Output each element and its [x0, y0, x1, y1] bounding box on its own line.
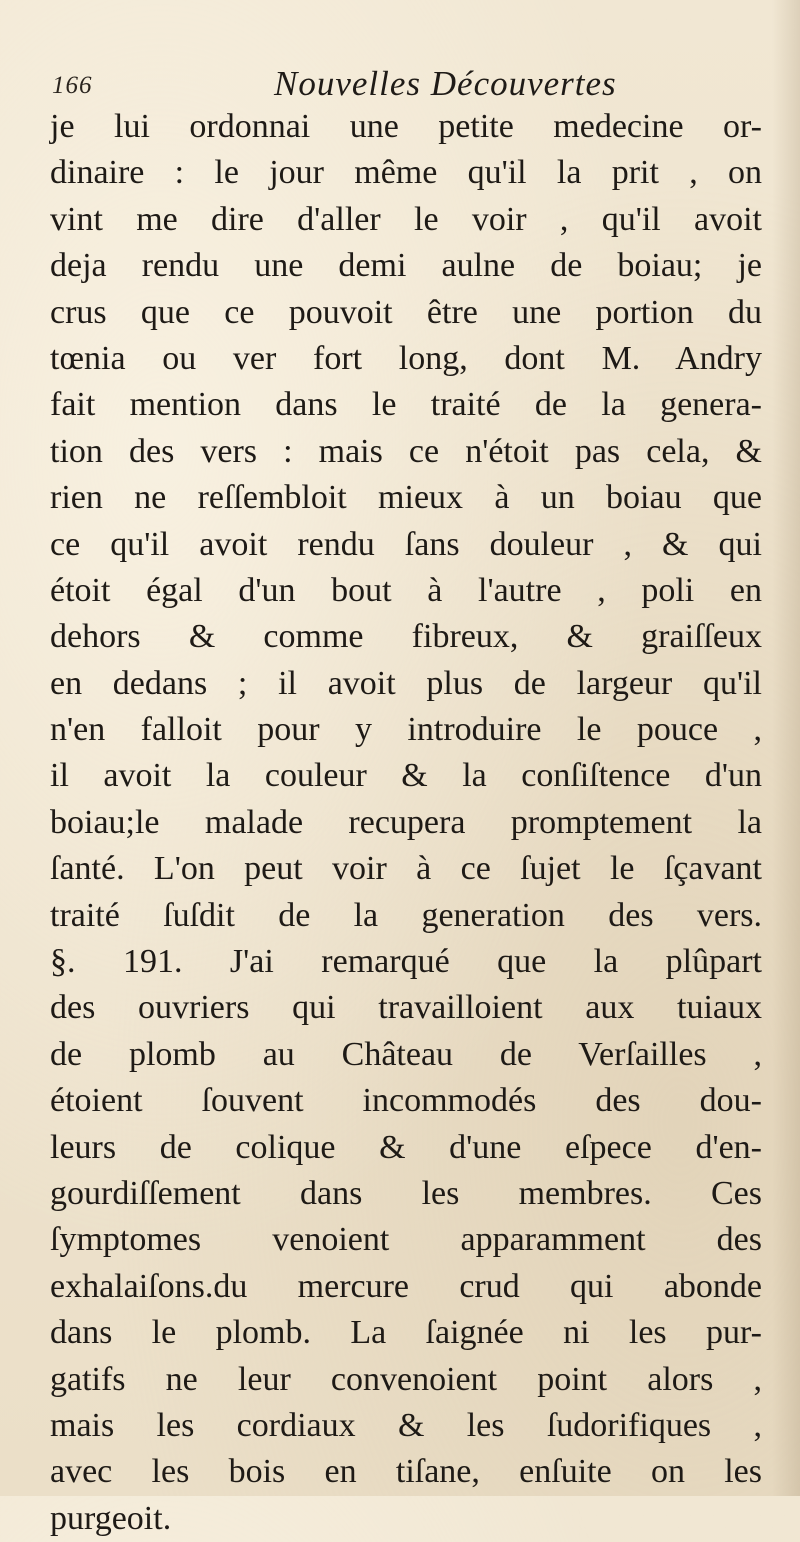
text-line: je lui ordonnai une petite medecine or- [50, 108, 762, 145]
text-line: purgeoit. [50, 1499, 172, 1537]
text-line: tion des vers : mais ce n'étoit pas cela, & [50, 432, 762, 470]
text-line: gatifs ne leur convenoient point alors , [50, 1360, 762, 1398]
text-line: ce qu'il avoit rendu ſans douleur , & qui [50, 525, 762, 563]
text-line: traité ſuſdit de la generation des vers. [50, 896, 762, 934]
text-line: de plomb au Château de Verſailles , [50, 1035, 762, 1073]
text-line: il avoit la couleur & la conſiſtence d'un [50, 757, 762, 795]
text-line: gourdiſſement dans les membres. Ces [50, 1174, 762, 1212]
text-line: avec les bois en tiſane, enſuite on les [50, 1453, 762, 1491]
text-line: exhalaiſons.du mercure crud qui abonde [50, 1267, 762, 1305]
body-text [50, 104, 762, 1542]
text-line: des ouvriers qui travailloient aux tuiaux [50, 989, 762, 1027]
text-line: étoit égal d'un bout à l'autre , poli en [50, 571, 762, 609]
text-line: étoient ſouvent incommodés des dou- [50, 1082, 762, 1120]
text-line: deja rendu une demi aulne de boiau; je [50, 247, 762, 285]
text-line: ſymptomes venoient apparamment des [50, 1221, 762, 1259]
text-line: §. 191. J'ai remarqué que la plûpart [50, 943, 762, 981]
page-number: 166 [52, 72, 93, 99]
text-line: n'en falloit pour y introduire le pouce , [50, 711, 762, 749]
text-line: mais les cordiaux & les ſudorifiques , [50, 1406, 762, 1444]
text-line: fait mention dans le traité de la genera- [50, 386, 762, 424]
text-line: boiau;le malade recupera promptement la [50, 803, 762, 841]
text-line: en dedans ; il avoit plus de largeur qu'il [50, 664, 762, 702]
text-line: dinaire : le jour même qu'il la prit , on [50, 154, 762, 192]
text-line: vint me dire d'aller le voir , qu'il avoit [50, 200, 762, 238]
running-title: Nouvelles Découvertes [274, 64, 617, 103]
text-line: ſanté. L'on peut voir à ce ſujet le ſçavant [50, 850, 762, 888]
page-edge-shadow [772, 0, 800, 1496]
text-line: dans le plomb. La ſaignée ni les pur- [50, 1314, 762, 1352]
text-line: crus que ce pouvoit être une portion du [50, 293, 762, 331]
text-line: rien ne reſſembloit mieux à un boiau que [50, 479, 762, 517]
text-line: leurs de colique & d'une eſpece d'en- [50, 1128, 762, 1166]
text-line: dehors & comme fibreux, & graiſſeux [50, 618, 762, 656]
text-line: tœnia ou ver fort long, dont M. Andry [50, 339, 762, 377]
running-head [52, 62, 752, 110]
